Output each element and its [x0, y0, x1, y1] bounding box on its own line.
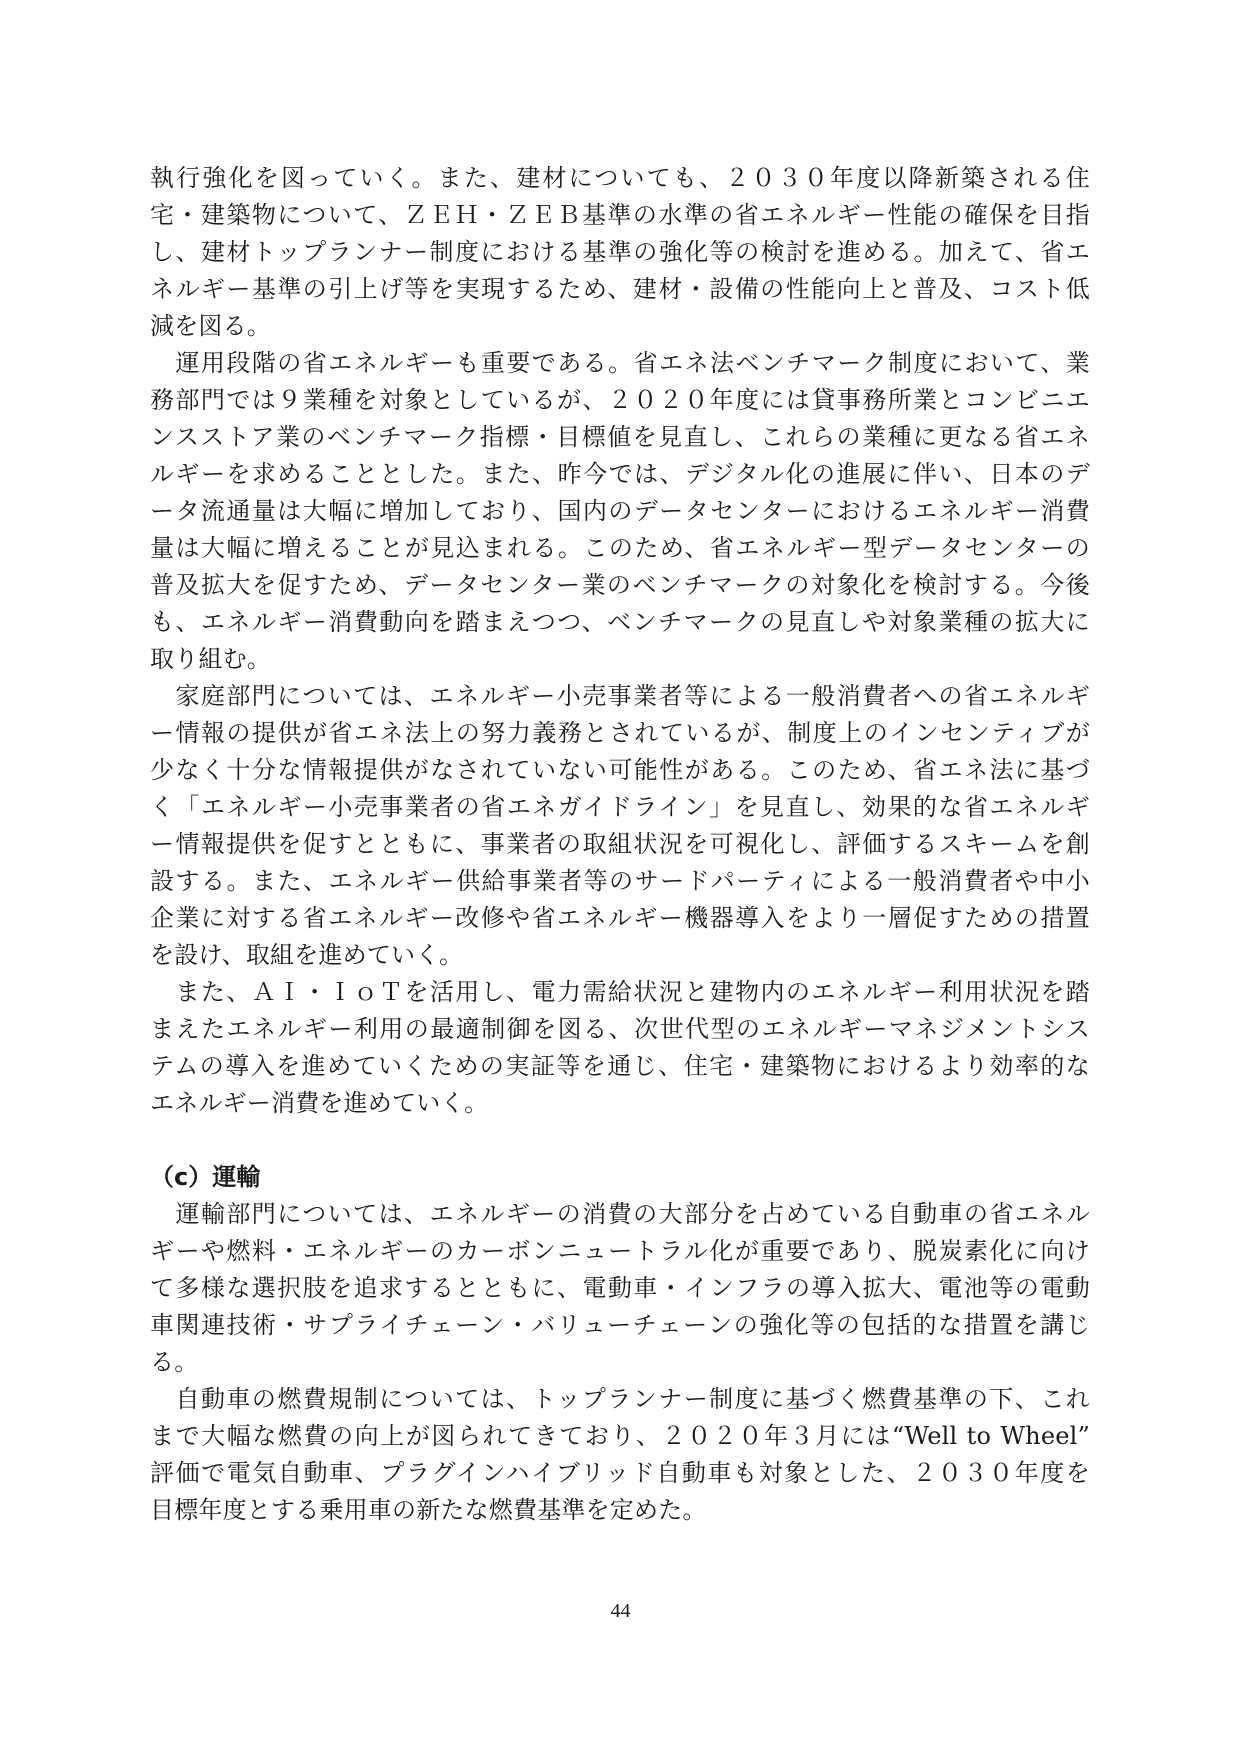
section-heading: （c）運輸 — [150, 1163, 261, 1191]
text-line: 減を図る。 — [150, 312, 271, 340]
text-line: 家庭部門については、エネルギー小売事業者等による一般消費者への省エネルギ — [150, 682, 1090, 710]
text-line: も、エネルギー消費動向を踏まえつつ、ベンチマークの見直しや対象業種の拡大に — [150, 608, 1090, 636]
paragraph-list — [150, 160, 1090, 1122]
text-line: 取り組む。 — [150, 645, 271, 673]
text-line: ー情報提供を促すとともに、事業者の取組状況を可視化し、評価するスキームを創 — [150, 830, 1090, 858]
text-line: エネルギー消費を進めていく。 — [150, 1089, 489, 1117]
text-line: し、建材トップランナー制度における基準の強化等の検討を進める。加えて、省エ — [150, 238, 1090, 266]
text-line: 運輸部門については、エネルギーの消費の大部分を占めている自動車の省エネル — [150, 1200, 1090, 1228]
text-line: 普及拡大を促すため、データセンター業のベンチマークの対象化を検討する。今後 — [150, 571, 1090, 599]
text-line: を設け、取組を進めていく。 — [150, 941, 464, 969]
section-paragraph-list — [150, 1196, 1090, 1529]
text-line: 少なく十分な情報提供がなされていない可能性がある。このため、省エネ法に基づ — [150, 756, 1090, 784]
paragraph — [150, 345, 1090, 678]
text-line: 自動車の燃費規制については、トップランナー制度に基づく燃費基準の下、これ — [150, 1385, 1090, 1413]
text-line: ルギーを求めることとした。また、昨今では、デジタル化の進展に伴い、日本のデ — [150, 460, 1090, 488]
text-line: ー情報の提供が省エネ法上の努力義務とされているが、制度上のインセンティブが — [150, 719, 1090, 747]
text-line: まえたエネルギー利用の最適制御を図る、次世代型のエネルギーマネジメントシス — [150, 1015, 1090, 1043]
paragraph — [150, 678, 1090, 974]
text-line: 設する。また、エネルギー供給事業者等のサードパーティによる一般消費者や中小 — [150, 867, 1090, 895]
text-line: ータ流通量は大幅に増加しており、国内のデータセンターにおけるエネルギー消費 — [150, 497, 1090, 525]
paragraph — [150, 1381, 1090, 1529]
text-line: ネルギー基準の引上げ等を実現するため、建材・設備の性能向上と普及、コスト低 — [150, 275, 1090, 303]
text-line: く「エネルギー小売事業者の省エネガイドライン」を見直し、効果的な省エネルギ — [150, 793, 1090, 821]
text-line: ギーや燃料・エネルギーのカーボンニュートラル化が重要であり、脱炭素化に向け — [150, 1237, 1090, 1265]
text-line: 目標年度とする乗用車の新たな燃費基準を定めた。 — [150, 1496, 707, 1524]
text-line: 量は大幅に増えることが見込まれる。このため、省エネルギー型データセンターの — [150, 534, 1090, 562]
text-line: 宅・建築物について、ＺＥＨ・ＺＥＢ基準の水準の省エネルギー性能の確保を目指 — [150, 201, 1090, 229]
text-line: まで大幅な燃費の向上が図られてきており、２０２０年３月には“Well to Wheel” — [150, 1422, 1090, 1450]
page-number: 44 — [610, 1600, 631, 1622]
text-line: 車関連技術・サプライチェーン・バリューチェーンの強化等の包括的な措置を講じ — [150, 1311, 1090, 1339]
text-line: て多様な選択肢を追求するとともに、電動車・インフラの導入拡大、電池等の電動 — [150, 1274, 1090, 1302]
paragraph — [150, 160, 1090, 345]
paragraph — [150, 974, 1090, 1122]
text-line: 務部門では９業種を対象としているが、２０２０年度には貸事務所業とコンビニエ — [150, 386, 1090, 414]
paragraph — [150, 1196, 1090, 1381]
text-line: また、ＡＩ・ＩｏＴを活用し、電力需給状況と建物内のエネルギー利用状況を踏 — [150, 978, 1090, 1006]
text-line: テムの導入を進めていくための実証等を通じ、住宅・建築物におけるより効率的な — [150, 1052, 1090, 1080]
text-line: る。 — [150, 1348, 199, 1376]
text-line: 運用段階の省エネルギーも重要である。省エネ法ベンチマーク制度において、業 — [150, 349, 1090, 377]
text-line: ンスストア業のベンチマーク指標・目標値を見直し、これらの業種に更なる省エネ — [150, 423, 1090, 451]
text-line: 評価で電気自動車、プラグインハイブリッド自動車も対象とした、２０３０年度を — [150, 1459, 1090, 1487]
page-body — [150, 160, 1090, 1529]
text-line: 企業に対する省エネルギー改修や省エネルギー機器導入をより一層促すための措置 — [150, 904, 1090, 932]
text-line: 執行強化を図っていく。また、建材についても、２０３０年度以降新築される住 — [150, 164, 1090, 192]
